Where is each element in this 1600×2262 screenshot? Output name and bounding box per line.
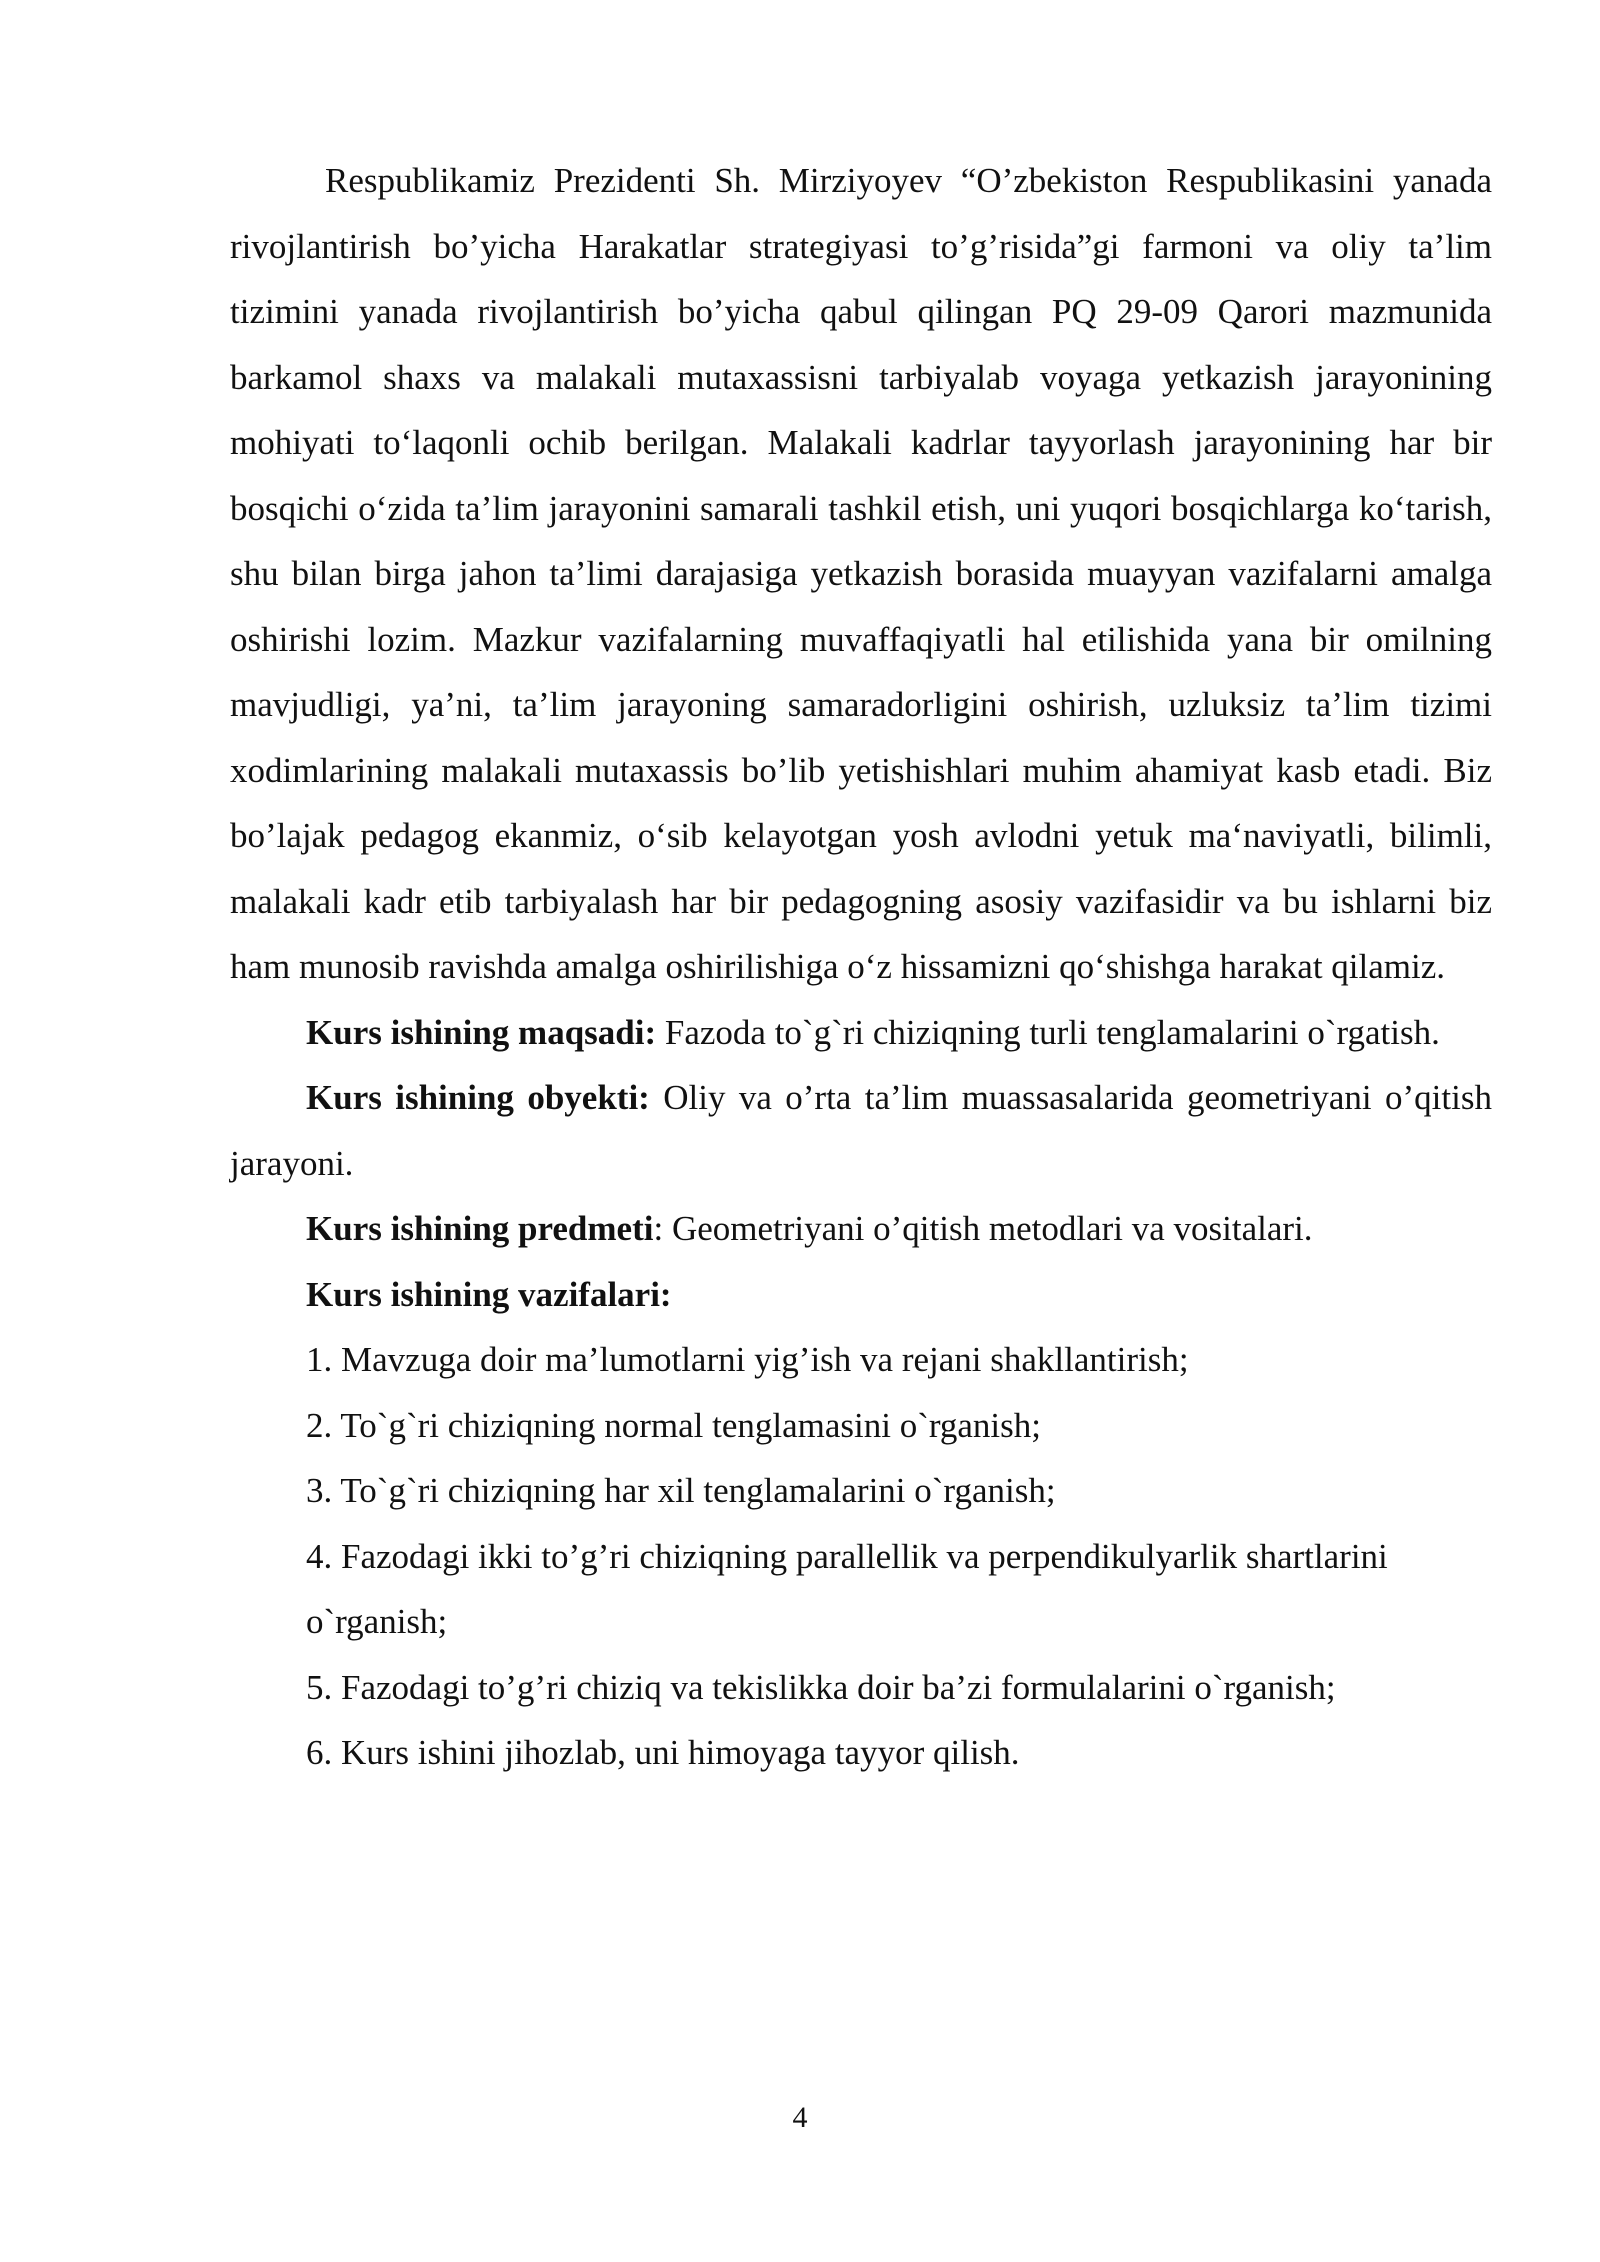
course-goal-text: Fazoda to`g`ri chiziqning turli tenglamalarini o`rgatish. [656, 1012, 1440, 1052]
course-subject-text: : Geometriyani o’qitish metodlari va vositalari. [653, 1209, 1313, 1248]
course-goal-label: Kurs ishining maqsadi: [306, 1012, 657, 1052]
list-item: 3. To`g`ri chiziqning har xil tenglamalarini o`rganish; [306, 1471, 1056, 1510]
list-item-continuation: o`rganish; [306, 1602, 448, 1641]
page-number: 4 [792, 2101, 808, 2134]
course-subject [230, 1196, 1492, 1262]
course-object [230, 1065, 1492, 1196]
course-object-text: Oliy va o’rta ta’lim muassasalarida geometriyani o’qitish jarayoni. [230, 1078, 1492, 1183]
page-body [230, 148, 1492, 1786]
course-goal [230, 1000, 1492, 1066]
course-subject-label: Kurs ishining predmeti [306, 1209, 654, 1248]
intro-paragraph: Respublikamiz Prezidenti Sh. Mirziyoyev “O’zbekiston Respublikasini yanada rivojlantirish bo’yicha Harakatlar strategiyasi to’g’risida”gi farmoni va oliy ta’lim tizimini yanada rivojlantirish bo’yicha qabul qilingan PQ 29-09 Qarori mazmunida barkamol shaxs va malakali mutaxassisni tarbiyalab voyaga yetkazish jarayonining mohiyati to‘laqonli ochib berilgan. Malakali kadrlar tayyorlash jarayonining har bir bosqichi o‘zida ta’lim jarayonini samarali tashkil etish, uni yuqori bosqichlarga ko‘tarish, shu bilan birga jahon ta’limi darajasiga yetkazish borasida muayyan vazifalarni amalga oshirishi lozim. Mazkur vazifalarning muvaffaqiyatli hal etilishida yana bir omilning mavjudligi, ya’ni, ta’lim jarayoning samaradorligini oshirish, uzluksiz ta’lim tizimi xodimlarining malakali mutaxassis bo’lib yetishishlari muhim ahamiyat kasb etadi. Biz bo’lajak pedagog ekanmiz, o‘sib kelayotgan yosh avlodni yetuk ma‘naviyatli, bilimli, malakali kadr etib tarbiyalash har bir pedagogning asosiy vazifasidir va bu ishlarni biz ham munosib ravishda amalga oshirilishiga o‘z hissamizni qo‘shishga harakat qilamiz. [230, 161, 1492, 986]
course-tasks-heading [230, 1262, 1492, 1328]
list-item: 5. Fazodagi to’g’ri chiziq va tekislikka doir ba’zi formulalarini o`rganish; [306, 1667, 1336, 1707]
course-tasks-label: Kurs ishining vazifalari: [306, 1274, 672, 1314]
list-item: 4. Fazodagi ikki to’g’ri chiziqning parallellik va perpendikulyarlik shartlarini [306, 1536, 1388, 1576]
list-item: 2. To`g`ri chiziqning normal tenglamasini o`rganish; [306, 1405, 1041, 1445]
course-object-label: Kurs ishining obyekti: [306, 1078, 650, 1117]
list-item: 6. Kurs ishini jihozlab, uni himoyaga tayyor qilish. [306, 1733, 1020, 1772]
list-item: 1. Mavzuga doir ma’lumotlarni yig’ish va rejani shakllantirish; [306, 1340, 1189, 1379]
